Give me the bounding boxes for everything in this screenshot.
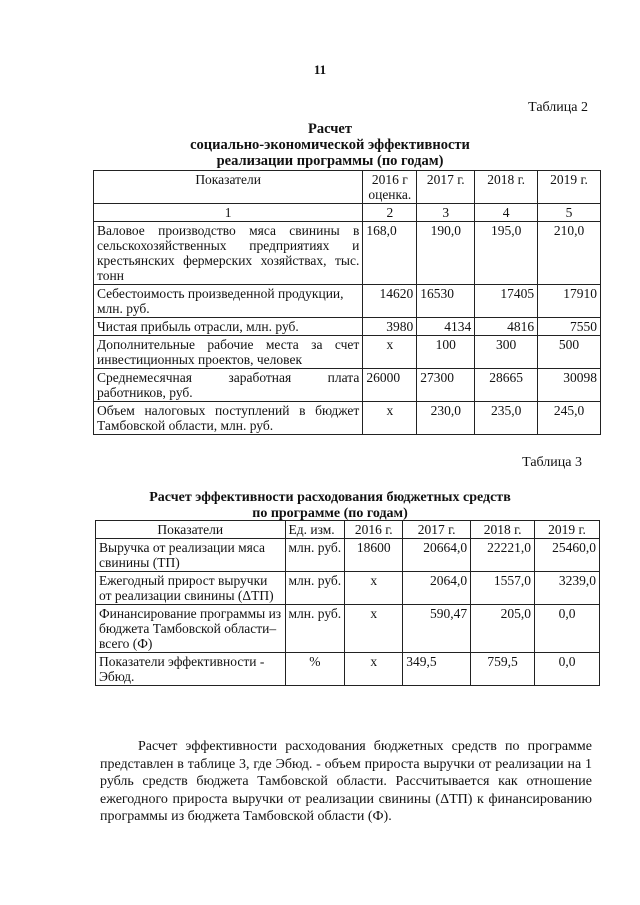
value-cell: 27300	[417, 369, 475, 402]
table-row	[94, 318, 601, 336]
unit-cell: %	[285, 653, 345, 686]
header-cell: 2016 г.	[345, 521, 403, 539]
header-cell: Ед. изм.	[285, 521, 345, 539]
table-row	[96, 572, 600, 605]
table-2-title	[130, 121, 530, 169]
value-cell: х	[345, 572, 403, 605]
value-cell: 25460,0	[535, 539, 600, 572]
value-cell: х	[345, 605, 403, 653]
value-cell: 4134	[417, 318, 475, 336]
value-cell: 4816	[475, 318, 538, 336]
table-header-row	[96, 521, 600, 539]
table-3-title	[110, 490, 550, 522]
value-cell: 759,5	[471, 653, 535, 686]
value-cell: 100	[417, 336, 475, 369]
value-cell: 205,0	[471, 605, 535, 653]
value-cell: 590,47	[403, 605, 471, 653]
value-cell: 235,0	[475, 402, 538, 435]
unit-cell: млн. руб.	[285, 605, 345, 653]
value-cell: 210,0	[538, 222, 601, 285]
value-cell: 168,0	[363, 222, 417, 285]
value-cell: 30098	[538, 369, 601, 402]
table-row	[94, 402, 601, 435]
unit-cell: млн. руб.	[285, 572, 345, 605]
header-cell: 2019 г.	[538, 171, 601, 204]
table-row	[94, 222, 601, 285]
value-cell: 28665	[475, 369, 538, 402]
table-header-row	[94, 171, 601, 204]
value-cell: х	[363, 336, 417, 369]
header-cell: 2018 г.	[475, 171, 538, 204]
socio-economic-efficiency-table	[93, 170, 601, 435]
index-cell: 4	[475, 204, 538, 222]
value-cell: 1557,0	[471, 572, 535, 605]
page-number: 11	[313, 62, 327, 77]
row-label: Чистая прибыль отрасли, млн. руб.	[94, 318, 363, 336]
row-label: Финансирование программы из бюджета Тамбовской области– всего (Ф)	[96, 605, 286, 653]
table-3-title-line-2: по программе (по годам)	[252, 506, 408, 521]
table-row	[96, 539, 600, 572]
table-2-title-line-3: реализации программы (по годам)	[216, 153, 444, 169]
table-2-label: Таблица 2	[528, 100, 588, 115]
value-cell: 17405	[475, 285, 538, 318]
value-cell: 0,0	[535, 605, 600, 653]
row-label: Себестоимость произведенной продукции, млн. руб.	[94, 285, 363, 318]
value-cell: 500	[538, 336, 601, 369]
value-cell: 349,5	[403, 653, 471, 686]
value-cell: 195,0	[475, 222, 538, 285]
index-cell: 2	[363, 204, 417, 222]
value-cell: 22221,0	[471, 539, 535, 572]
value-cell: 2064,0	[403, 572, 471, 605]
table-row	[94, 285, 601, 318]
column-index-row	[94, 204, 601, 222]
value-cell: 0,0	[535, 653, 600, 686]
value-cell: 16530	[417, 285, 475, 318]
value-cell: х	[363, 402, 417, 435]
value-cell: 300	[475, 336, 538, 369]
row-label: Дополнительные рабочие места за счет инвестиционных проектов, человек	[94, 336, 363, 369]
table-3-label: Таблица 3	[522, 455, 582, 470]
row-label: Среднемесячная заработная плата работников, руб.	[94, 369, 363, 402]
row-label: Выручка от реализации мяса свинины (ТП)	[96, 539, 286, 572]
header-cell: Показатели	[96, 521, 286, 539]
table-2-title-line-1: Расчет	[308, 121, 352, 137]
unit-cell: млн. руб.	[285, 539, 345, 572]
value-cell: х	[345, 653, 403, 686]
index-cell: 1	[94, 204, 363, 222]
value-cell: 3980	[363, 318, 417, 336]
row-label: Показатели эффективности - Эбюд.	[96, 653, 286, 686]
value-cell: 190,0	[417, 222, 475, 285]
value-cell: 18600	[345, 539, 403, 572]
table-row	[96, 653, 600, 686]
budget-efficiency-table	[95, 520, 600, 686]
table-row	[94, 369, 601, 402]
row-label: Валовое производство мяса свинины в сельскохозяйственных предприятиях и крестьянских фермерских хозяйствах, тыс. тонн	[94, 222, 363, 285]
row-label: Объем налоговых поступлений в бюджет Тамбовской области, млн. руб.	[94, 402, 363, 435]
header-cell: 2017 г.	[403, 521, 471, 539]
table-row	[96, 605, 600, 653]
header-cell: 2016 г оценка.	[363, 171, 417, 204]
table-2-title-line-2: социально-экономической эффективности	[190, 137, 470, 153]
value-cell: 17910	[538, 285, 601, 318]
value-cell: 20664,0	[403, 539, 471, 572]
row-label: Ежегодный прирост выручки от реализации свинины (ΔТП)	[96, 572, 286, 605]
value-cell: 230,0	[417, 402, 475, 435]
value-cell: 14620	[363, 285, 417, 318]
header-cell: 2017 г.	[417, 171, 475, 204]
header-cell: 2018 г.	[471, 521, 535, 539]
value-cell: 245,0	[538, 402, 601, 435]
header-cell: 2019 г.	[535, 521, 600, 539]
value-cell: 26000	[363, 369, 417, 402]
table-row	[94, 336, 601, 369]
table-3-title-line-1: Расчет эффективности расходования бюджетных средств	[149, 490, 511, 505]
header-cell: Показатели	[94, 171, 363, 204]
explanation-paragraph: Расчет эффективности расходования бюджетных средств по программе представлен в таблице 3, где Эбюд. - объем прироста выручки от реализации на 1 рубль средств бюджета Тамбовской области. Рассчитывается как отношение ежегодного прироста выручки от реализации свинины (ΔТП) к финансированию программы из бюджета Тамбовской области (Ф).	[100, 739, 592, 824]
value-cell: 3239,0	[535, 572, 600, 605]
value-cell: 7550	[538, 318, 601, 336]
index-cell: 5	[538, 204, 601, 222]
index-cell: 3	[417, 204, 475, 222]
